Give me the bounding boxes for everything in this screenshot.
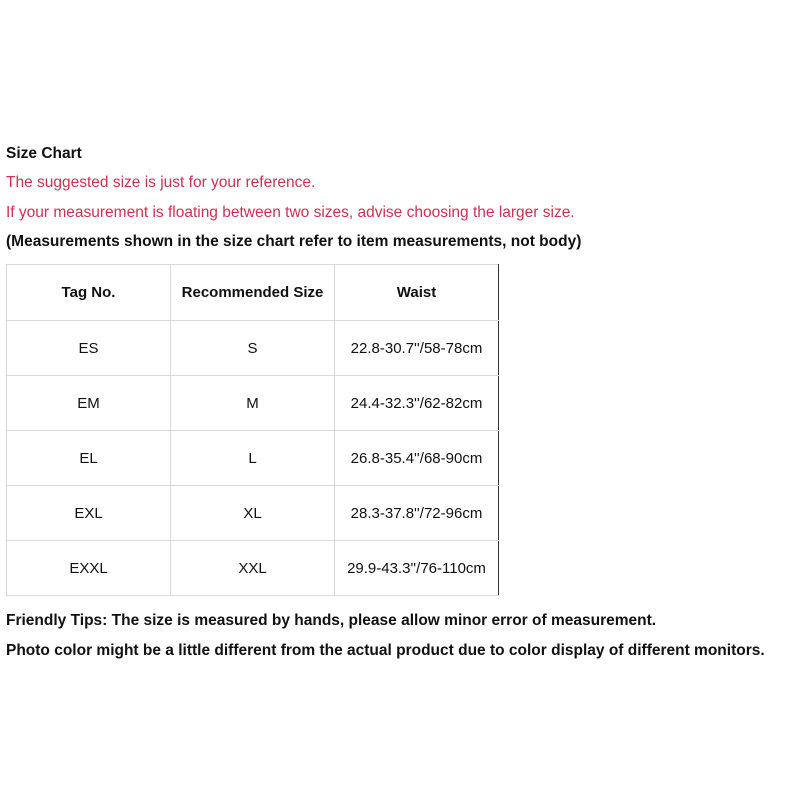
table-row	[7, 431, 499, 486]
table-header-row	[7, 265, 499, 321]
cell-waist: 29.9-43.3''/76-110cm	[335, 541, 499, 596]
cell-tag: EM	[7, 376, 171, 431]
measurement-disclaimer: (Measurements shown in the size chart refer to item measurements, not body)	[6, 233, 582, 250]
size-chart-title: Size Chart	[6, 145, 82, 162]
cell-size: M	[171, 376, 335, 431]
cell-size: L	[171, 431, 335, 486]
cell-tag: EXL	[7, 486, 171, 541]
table-row	[7, 486, 499, 541]
size-table	[6, 264, 499, 596]
table-row	[7, 321, 499, 376]
reference-note: The suggested size is just for your reference.	[6, 174, 316, 191]
cell-waist: 22.8-30.7''/58-78cm	[335, 321, 499, 376]
cell-tag: EXXL	[7, 541, 171, 596]
larger-size-advice: If your measurement is floating between two sizes, advise choosing the larger size.	[6, 204, 575, 221]
table-row	[7, 541, 499, 596]
cell-size: S	[171, 321, 335, 376]
table-row	[7, 376, 499, 431]
cell-waist: 26.8-35.4''/68-90cm	[335, 431, 499, 486]
color-tip: Photo color might be a little different from the actual product due to color display of different monitors.	[6, 642, 765, 659]
cell-tag: ES	[7, 321, 171, 376]
measurement-tip: Friendly Tips: The size is measured by hands, please allow minor error of measurement.	[6, 612, 657, 629]
header-recommended-size: Recommended Size	[171, 265, 335, 321]
cell-tag: EL	[7, 431, 171, 486]
header-tag-no: Tag No.	[7, 265, 171, 321]
cell-waist: 24.4-32.3''/62-82cm	[335, 376, 499, 431]
header-waist: Waist	[335, 265, 499, 321]
cell-size: XXL	[171, 541, 335, 596]
cell-size: XL	[171, 486, 335, 541]
cell-waist: 28.3-37.8''/72-96cm	[335, 486, 499, 541]
